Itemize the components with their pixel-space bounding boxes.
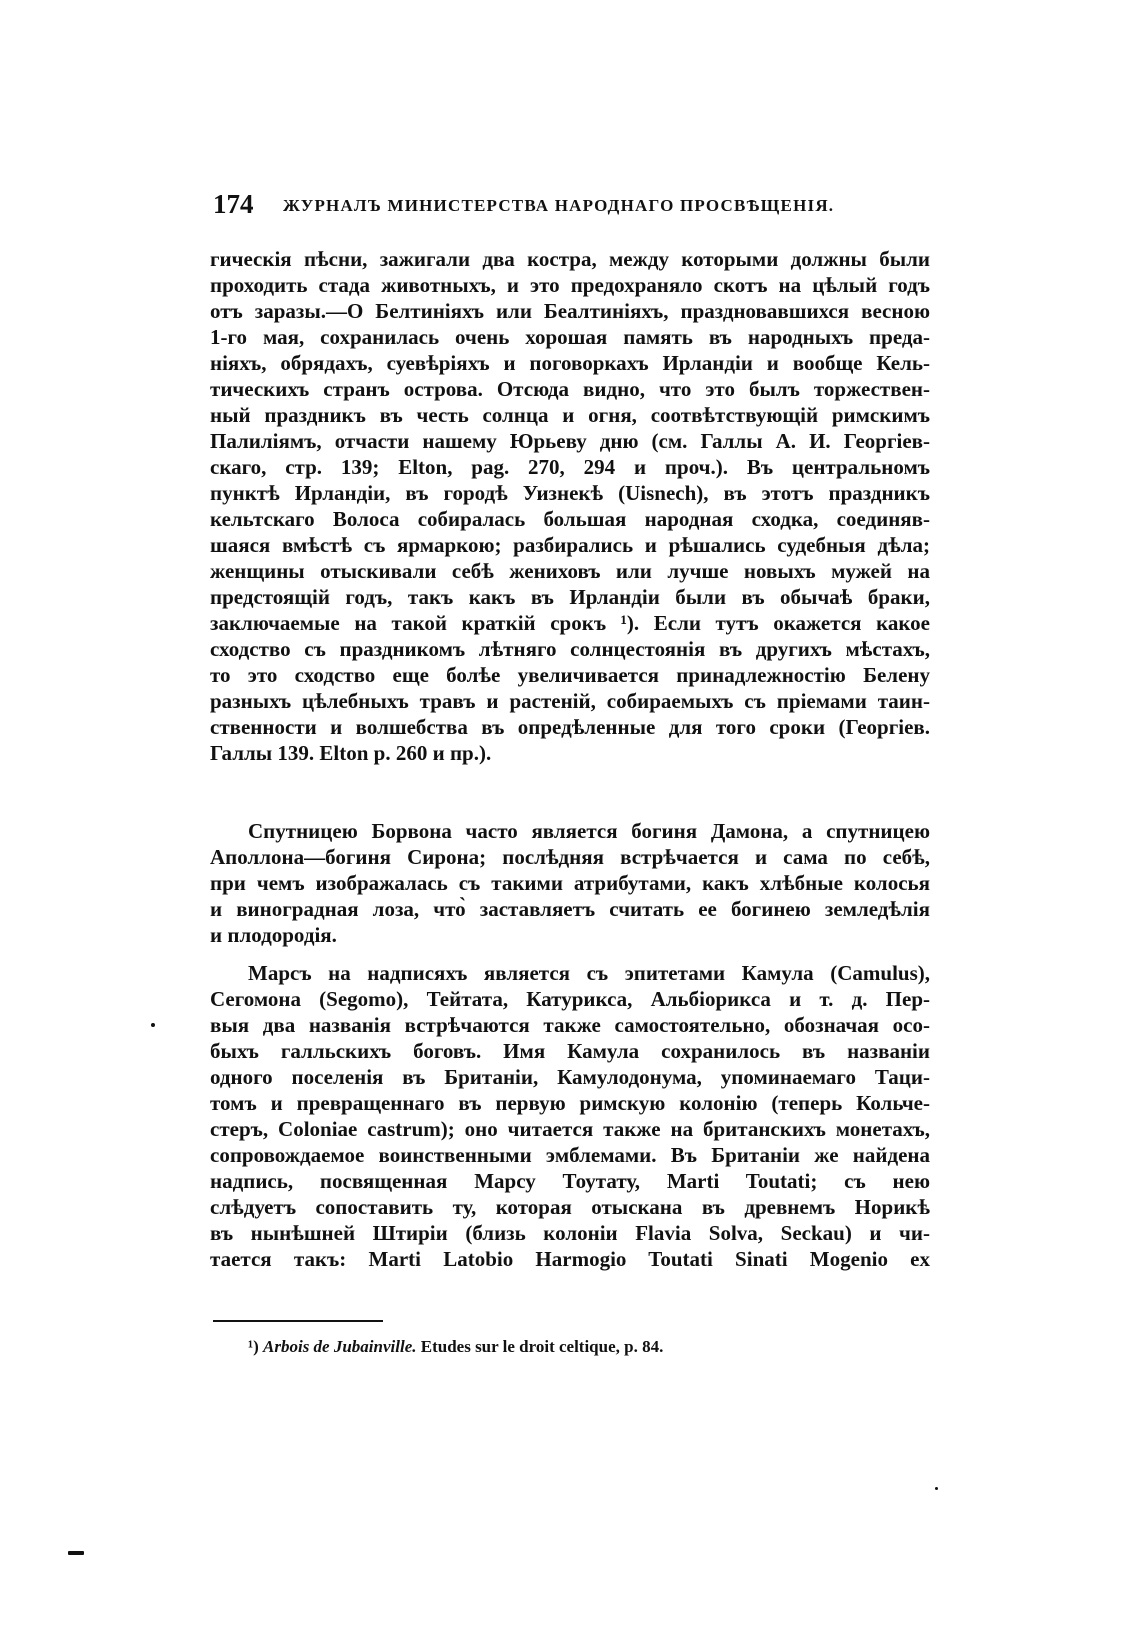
body-line: стеръ, Coloniae castrum); оно читается также на британскихъ монетахъ, [210,1117,930,1141]
body-line: Сегомона (Segomo), Тейтата, Катурикса, Альбіорикса и т. д. Пер- [210,987,930,1011]
print-speck [935,1487,938,1490]
body-line: Марсъ на надписяхъ является съ эпитетами Камула (Camulus), [248,961,930,985]
body-line: надпись, посвященная Марсу Тоутату, Marti Toutati; съ нею [210,1169,930,1193]
body-line: слѣдуетъ сопоставить ту, которая отыскана въ древнемъ Норикѣ [210,1195,930,1219]
body-line: проходить стада животныхъ, и это предохраняло скотъ на цѣлый годъ [210,273,930,297]
body-line: предстоящій годъ, такъ какъ въ Ирландіи были въ обычаѣ браки, [210,585,930,609]
body-line: кельтскаго Волоса собиралась большая народная сходка, соединяв- [210,507,930,531]
body-line: 1-го мая, сохранилась очень хорошая память въ народныхъ преда- [210,325,930,349]
body-line: ный праздникъ въ честь солнца и огня, соотвѣтствующій римскимъ [210,403,930,427]
body-line: тается такъ: Marti Latobio Harmogio Toutati Sinati Mogenio ex [210,1247,930,1271]
body-line: Аполлона—богиня Сирона; послѣдняя встрѣчается и сама по себѣ, [210,845,930,869]
body-line: то это сходство еще болѣе увеличивается принадлежностію Белену [210,663,930,687]
body-line: ніяхъ, обрядахъ, суевѣріяхъ и поговоркахъ Ирландіи и вообще Кель- [210,351,930,375]
body-line: сопровождаемое воинственными эмблемами. Въ Британіи же найдена [210,1143,930,1167]
print-speck [68,1551,84,1555]
body-line: заключаемые на такой краткій срокъ ¹). Если тутъ окажется какое [210,611,930,635]
body-line: и виноградная лоза, что̀ заставляетъ считать ее богинею земледѣлія [210,897,930,921]
body-line: и плодородія. [210,923,337,947]
body-line: при чемъ изображалась съ такими атрибутами, какъ хлѣбные колосья [210,871,930,895]
body-line: пунктѣ Ирландіи, въ городѣ Уизнекѣ (Uisnech), въ этотъ праздникъ [210,481,930,505]
page-number: 174 [213,189,254,219]
page-header [213,189,843,229]
footnote-marker: ¹) [248,1337,259,1356]
footnote-rule [213,1320,383,1322]
body-line: скаго, стр. 139; Elton, pag. 270, 294 и проч.). Въ центральномъ [210,455,930,479]
body-line: шаяся вмѣстѣ съ ярмаркою; разбирались и рѣшались судебныя дѣла; [210,533,930,557]
body-line: сходство съ праздникомъ лѣтняго солнцестоянія въ другихъ мѣстахъ, [210,637,930,661]
body-line: одного поселенія въ Британіи, Камулодонума, упоминаемаго Таци- [210,1065,930,1089]
body-line: Галлы 139. Elton p. 260 и пр.). [210,741,492,765]
footnote [248,1337,663,1357]
body-line: гическія пѣсни, зажигали два костра, между которыми должны были [210,247,930,271]
body-line: въ нынѣшней Штиріи (близь колоніи Flavia Solva, Seckau) и чи- [210,1221,930,1245]
body-line: женщины отыскивали себѣ жениховъ или лучше новыхъ мужей на [210,559,930,583]
footnote-text: Etudes sur le droit celtique, p. 84. [420,1337,664,1356]
print-speck [151,1023,155,1027]
footnote-author: Arbois de Jubainville. [263,1337,417,1356]
body-line: Палиліямъ, отчасти нашему Юрьеву дню (см. Галлы А. И. Георгіев- [210,429,930,453]
running-head: ЖУРНАЛЪ МИНИСТЕРСТВА НАРОДНАГО ПРОСВѢЩЕНІЯ. [283,196,835,215]
body-line: отъ заразы.—О Белтиніяхъ или Беалтиніяхъ, праздновавшихся весною [210,299,930,323]
body-line: томъ и превращеннаго въ первую римскую колонію (теперь Кольче- [210,1091,930,1115]
body-line: выя два названія встрѣчаются также самостоятельно, обозначая осо- [210,1013,930,1037]
body-line: ственности и волшебства въ опредѣленные для того сроки (Георгіев. [210,715,930,739]
body-line: разныхъ цѣлебныхъ травъ и растеній, собираемыхъ съ пріемами таин- [210,689,930,713]
body-line: тическихъ странъ острова. Отсюда видно, что это былъ торжествен- [210,377,930,401]
body-line: Спутницею Борвона часто является богиня Дамона, а спутницею [248,819,930,843]
body-line: быхъ галльскихъ боговъ. Имя Камула сохранилось въ названіи [210,1039,930,1063]
